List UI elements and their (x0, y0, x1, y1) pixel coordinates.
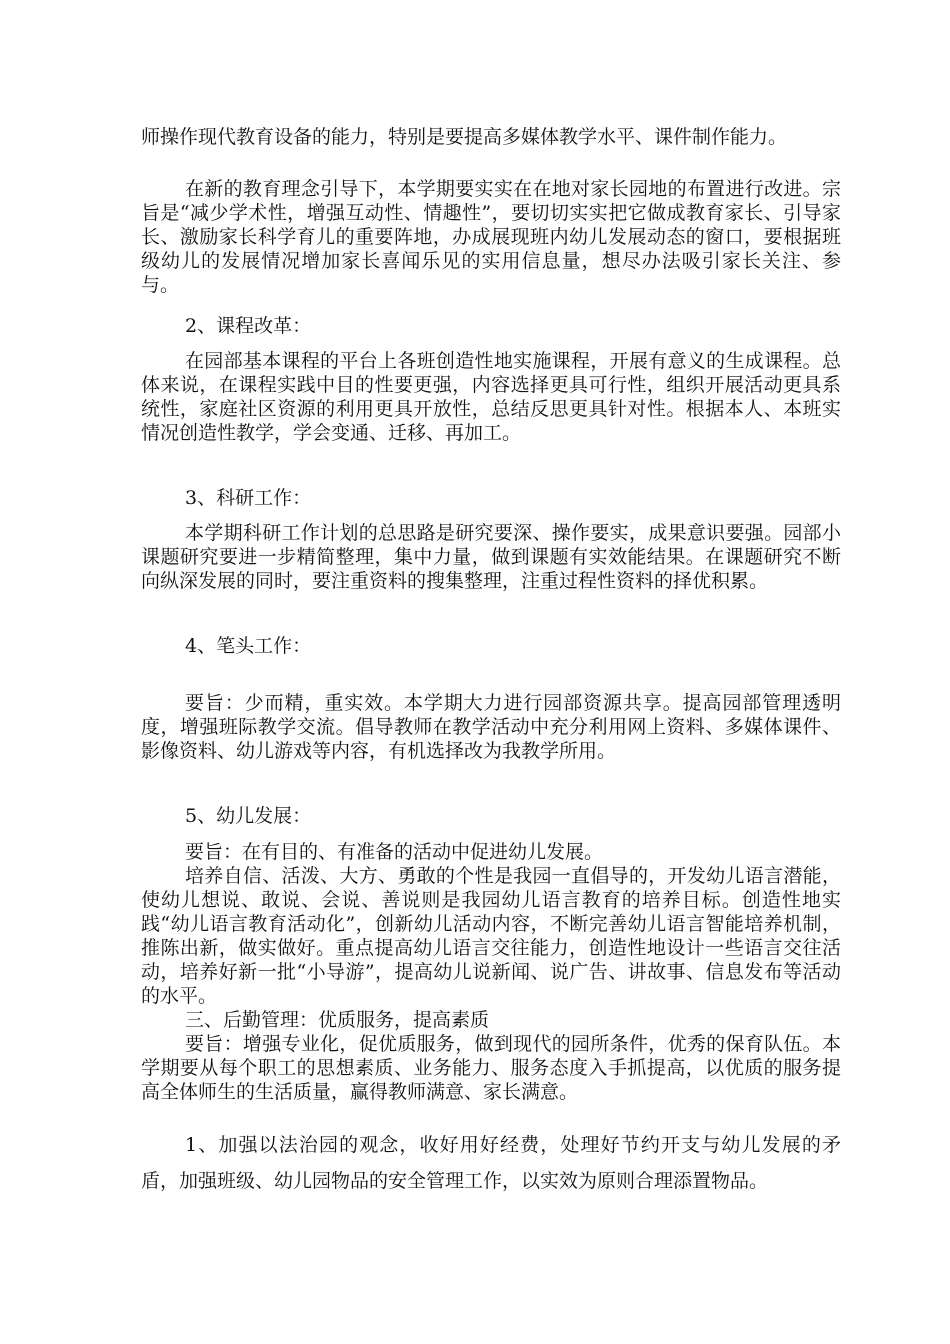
heading-curriculum-reform: 2、课程改革： (185, 315, 312, 337)
paragraph-language-education: 培养自信、活泼、大方、勇敢的个性是我园一直倡导的，开发幼儿语言潜能，使幼儿想说、敢说、会说、善说则是我园幼儿语言教育的培养目标。创造性地实践“幼儿语言教育活动化”，创新幼儿活动内容，不断完善幼儿语言智能培养机制，推陈出新，做实做好。重点提高幼儿语言交往能力，创造性地设计一些语言交往活动，培养好新一批“小导游”，提高幼儿说新闻、说广告、讲故事、信息发布等活动的水平。 (141, 865, 841, 1007)
paragraph-curriculum: 在园部基本课程的平台上各班创造性地实施课程，开展有意义的生成课程。总体来说，在课程实践中目的性要更强，内容选择更具可行性，组织开展活动更具系统性，家庭社区资源的利用更具开放性，总结反思更具针对性。根据本人、本班实情况创造性教学，学会变通、迁移、再加工。 (141, 350, 841, 444)
paragraph-law-management: 1、加强以法治园的观念，收好用好经费，处理好节约开支与幼儿发展的矛盾，加强班级、幼儿园物品的安全管理工作，以实效为原则合理添置物品。 (141, 1134, 841, 1192)
paragraph-development-aim: 要旨：在有目的、有准备的活动中促进幼儿发展。 (185, 841, 604, 863)
paragraph-logistics-aim: 要旨：增强专业化，促优质服务，做到现代的园所条件，优秀的保育队伍。本学期要从每个职工的思想素质、业务能力、服务态度入手抓提高，以优质的服务提高全体师生的生活质量，赢得教师满意、家长满意。 (141, 1033, 841, 1103)
heading-logistics: 三、后勤管理：优质服务，提高素质 (185, 1009, 490, 1031)
paragraph-parent-corner: 在新的教育理念引导下，本学期要实实在在地对家长园地的布置进行改进。宗旨是“减少学术性，增强互动性、情趣性”，要切切实实把它做成教育家长、引导家长、激励家长科学育儿的重要阵地，办成展现班内幼儿发展动态的窗口，要根据班级幼儿的发展情况增加家长喜闻乐见的实用信息量，想尽办法吸引家长关注、参与。 (141, 178, 841, 296)
heading-child-development: 5、幼儿发展： (185, 805, 312, 827)
paragraph-writing: 要旨：少而精，重实效。本学期大力进行园部资源共享。提高园部管理透明度，增强班际教学交流。倡导教师在教学活动中充分利用网上资料、多媒体课件、影像资料、幼儿游戏等内容，有机选择改为我教学所用。 (141, 692, 841, 762)
heading-writing-work: 4、笔头工作： (185, 635, 312, 657)
paragraph-research: 本学期科研工作计划的总思路是研究要深、操作要实，成果意识要强。园部小课题研究要进一步精简整理，集中力量，做到课题有实效能结果。在课题研究不断向纵深发展的同时，要注重资料的搜集整理，注重过程性资料的择优积累。 (141, 522, 841, 592)
paragraph-continuation: 师操作现代教育设备的能力，特别是要提高多媒体教学水平、课件制作能力。 (141, 126, 788, 148)
heading-research-work: 3、科研工作： (185, 487, 312, 509)
